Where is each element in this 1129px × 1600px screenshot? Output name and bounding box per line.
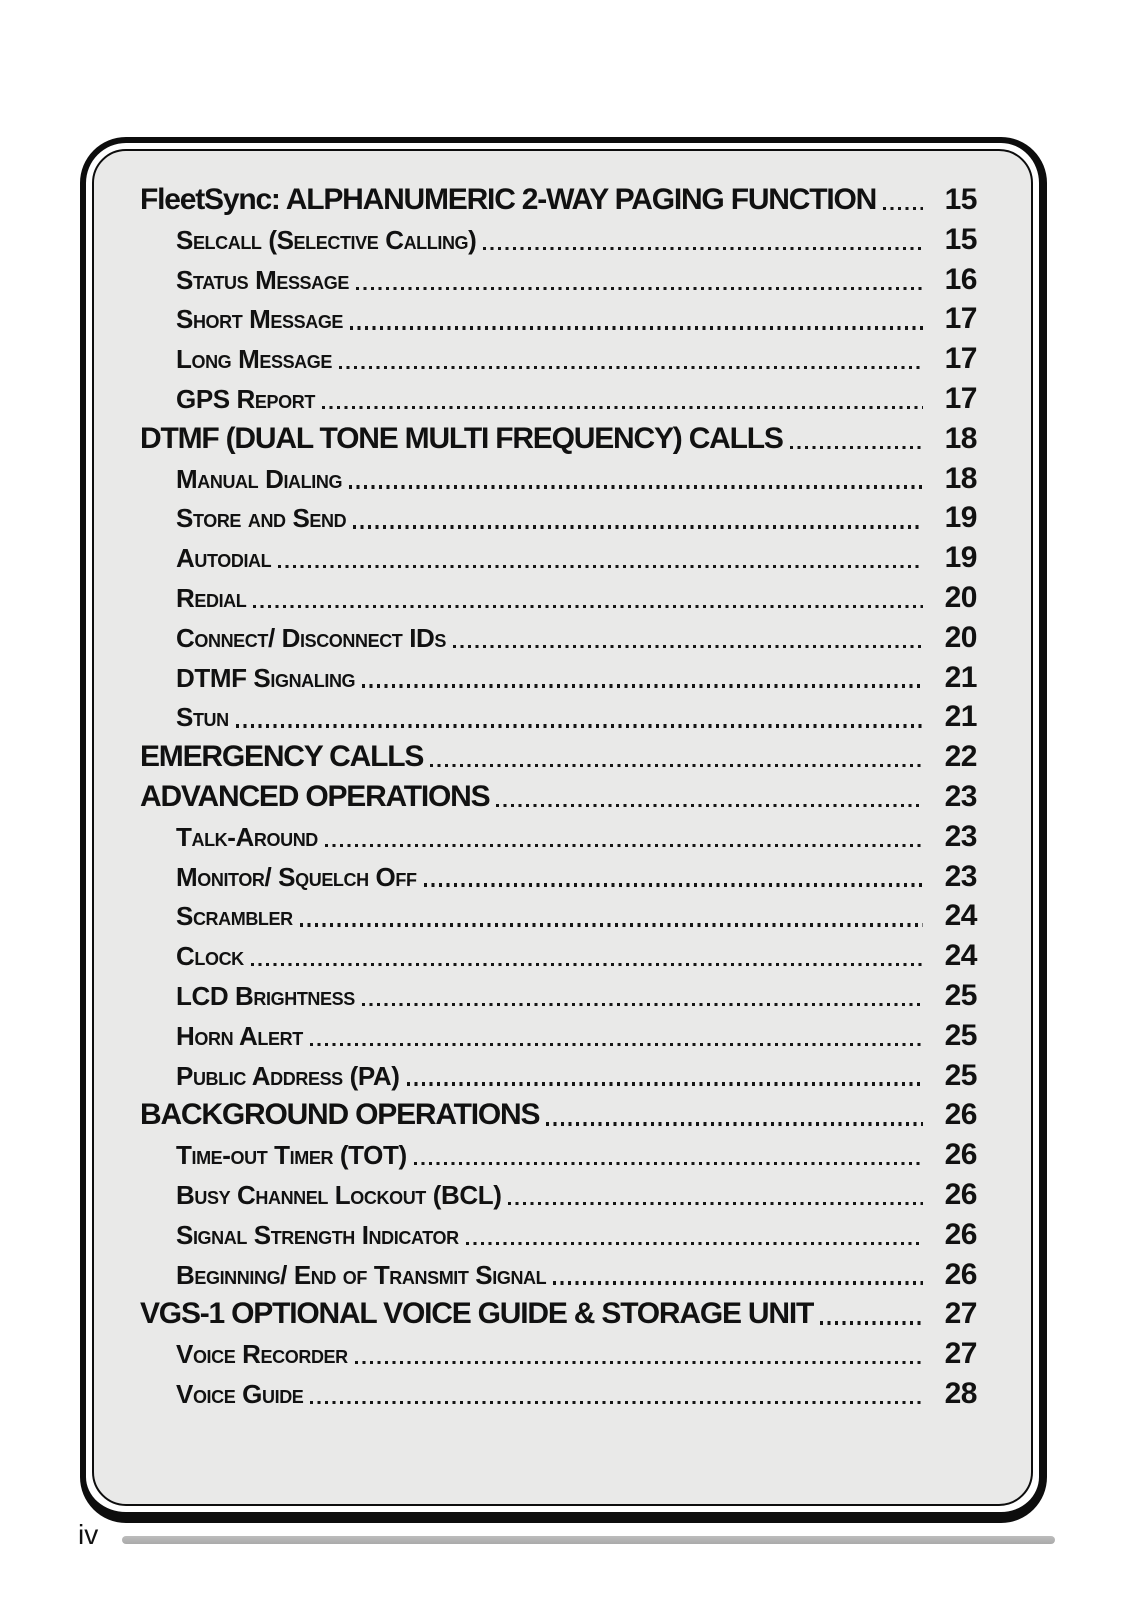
dot-leader xyxy=(424,883,923,886)
toc-entry-label: Redial xyxy=(176,582,247,613)
toc-entry-page: 22 xyxy=(944,740,977,774)
page-number-label: iv xyxy=(78,1519,99,1550)
dot-leader xyxy=(353,525,923,528)
dot-leader xyxy=(339,366,923,369)
toc-entry-label: GPS Report xyxy=(176,383,315,414)
toc-row xyxy=(140,578,977,618)
toc-border-frame xyxy=(80,137,1047,1523)
toc-entry-page: 16 xyxy=(944,262,977,296)
dot-leader xyxy=(253,605,923,608)
toc-row xyxy=(140,498,977,538)
dot-leader xyxy=(310,1043,923,1046)
dot-leader xyxy=(362,684,923,687)
toc-row xyxy=(140,658,977,698)
footer-divider xyxy=(122,1536,1055,1544)
toc-row xyxy=(140,857,977,897)
toc-entry-page: 23 xyxy=(944,859,977,893)
toc-entry-page: 26 xyxy=(944,1257,977,1291)
toc-row xyxy=(140,459,977,499)
toc-row xyxy=(140,737,977,777)
toc-entry-page: 20 xyxy=(944,580,977,614)
toc-entry-label: Store and Send xyxy=(176,503,347,534)
toc-entry-page: 15 xyxy=(944,222,977,256)
toc-entry-page: 17 xyxy=(944,302,977,336)
toc-entry-page: 27 xyxy=(944,1337,977,1371)
toc-entry-label: Autodial xyxy=(176,543,272,574)
toc-entry-page: 19 xyxy=(944,501,977,535)
toc-entry-label: Signal Strength Indicator xyxy=(176,1219,459,1250)
toc-entry-label: Voice Guide xyxy=(176,1378,304,1409)
toc-entry-page: 26 xyxy=(944,1138,977,1172)
toc-entry-label: Voice Recorder xyxy=(176,1339,348,1370)
dot-leader xyxy=(322,406,923,409)
toc-entry-label: LCD Brightness xyxy=(176,980,355,1011)
toc-entry-label: Time-out Timer (TOT) xyxy=(176,1140,407,1171)
toc-entry-page: 20 xyxy=(944,620,977,654)
dot-leader xyxy=(508,1202,923,1205)
dot-leader xyxy=(251,963,923,966)
toc-entry-page: 17 xyxy=(944,342,977,376)
toc-row xyxy=(140,538,977,578)
toc-row xyxy=(140,896,977,936)
toc-panel xyxy=(92,149,1033,1506)
toc-entry-label: Horn Alert xyxy=(176,1020,303,1051)
toc-entry-label: Scrambler xyxy=(176,901,293,932)
dot-leader xyxy=(236,724,923,727)
toc-entry-page: 25 xyxy=(944,1058,977,1092)
toc-row xyxy=(140,220,977,260)
toc-entry-page: 19 xyxy=(944,541,977,575)
toc-entry-page: 21 xyxy=(944,660,977,694)
toc-row xyxy=(140,1334,977,1374)
toc-list xyxy=(140,180,977,1414)
toc-entry-page: 24 xyxy=(944,899,977,933)
toc-entry-label: VGS-1 OPTIONAL VOICE GUIDE & STORAGE UNIT xyxy=(140,1297,814,1331)
toc-entry-page: 24 xyxy=(944,939,977,973)
dot-leader xyxy=(362,1003,923,1006)
toc-entry-page: 18 xyxy=(944,461,977,495)
toc-row xyxy=(140,1294,977,1334)
toc-row xyxy=(140,260,977,300)
dot-leader xyxy=(414,1162,923,1165)
toc-entry-label: FleetSync: ALPHANUMERIC 2-WAY PAGING FUNCTION xyxy=(140,183,877,216)
toc-entry-label: Talk-Around xyxy=(176,821,318,852)
dot-leader xyxy=(430,764,923,767)
toc-entry-page: 23 xyxy=(944,819,977,853)
dot-leader xyxy=(483,247,923,250)
dot-leader xyxy=(407,1082,923,1085)
page-footer xyxy=(0,1519,1129,1569)
toc-row xyxy=(140,339,977,379)
dot-leader xyxy=(496,804,923,807)
toc-entry-page: 27 xyxy=(944,1297,977,1331)
toc-entry-label: Status Message xyxy=(176,264,349,295)
toc-row xyxy=(140,618,977,658)
dot-leader xyxy=(278,565,923,568)
toc-entry-label: Public Address (PA) xyxy=(176,1060,400,1091)
toc-row xyxy=(140,1095,977,1135)
toc-entry-page: 18 xyxy=(944,421,977,455)
dot-leader xyxy=(546,1122,923,1125)
toc-entry-page: 17 xyxy=(944,381,977,415)
dot-leader xyxy=(820,1321,923,1324)
dot-leader xyxy=(466,1242,923,1245)
toc-entry-page: 25 xyxy=(944,1018,977,1052)
toc-row xyxy=(140,1255,977,1295)
toc-entry-label: DTMF (DUAL TONE MULTI FREQUENCY) CALLS xyxy=(140,421,783,455)
toc-row xyxy=(140,419,977,459)
dot-leader xyxy=(356,287,923,290)
dot-leader xyxy=(300,923,923,926)
toc-row xyxy=(140,1056,977,1096)
toc-entry-page: 28 xyxy=(944,1376,977,1410)
toc-row xyxy=(140,1215,977,1255)
toc-row xyxy=(140,1135,977,1175)
toc-entry-label: Long Message xyxy=(176,344,332,375)
dot-leader xyxy=(355,1361,923,1364)
toc-entry-page: 26 xyxy=(944,1217,977,1251)
toc-row xyxy=(140,299,977,339)
dot-leader xyxy=(349,485,923,488)
toc-row xyxy=(140,817,977,857)
dot-leader xyxy=(790,446,923,449)
toc-entry-page: 21 xyxy=(944,700,977,734)
toc-entry-label: ADVANCED OPERATIONS xyxy=(140,779,490,813)
toc-entry-page: 23 xyxy=(944,779,977,813)
toc-entry-page: 26 xyxy=(944,1098,977,1132)
toc-row xyxy=(140,379,977,419)
toc-entry-page: 25 xyxy=(944,978,977,1012)
toc-entry-label: Connect/ Disconnect IDs xyxy=(176,622,447,653)
toc-entry-page: 26 xyxy=(944,1177,977,1211)
toc-row xyxy=(140,936,977,976)
toc-entry-label: Stun xyxy=(176,702,229,733)
toc-entry-label: Beginning/ End of Transmit Signal xyxy=(176,1259,547,1290)
dot-leader xyxy=(453,645,923,648)
toc-row xyxy=(140,697,977,737)
toc-row xyxy=(140,1175,977,1215)
toc-entry-label: BACKGROUND OPERATIONS xyxy=(140,1098,540,1132)
dot-leader xyxy=(310,1401,923,1404)
toc-entry-label: EMERGENCY CALLS xyxy=(140,740,424,774)
toc-entry-page: 15 xyxy=(944,183,977,216)
dot-leader xyxy=(883,207,923,210)
toc-entry-label: Short Message xyxy=(176,304,344,335)
toc-row xyxy=(140,1016,977,1056)
toc-entry-label: Monitor/ Squelch Off xyxy=(176,861,417,892)
toc-entry-label: Selcall (Selective Calling) xyxy=(176,224,477,255)
dot-leader xyxy=(553,1281,923,1284)
toc-row xyxy=(140,180,977,220)
toc-entry-label: DTMF Signaling xyxy=(176,662,356,693)
toc-row xyxy=(140,1374,977,1414)
toc-entry-label: Manual Dialing xyxy=(176,463,343,494)
toc-entry-label: Clock xyxy=(176,941,244,972)
dot-leader xyxy=(350,326,923,329)
toc-row xyxy=(140,777,977,817)
toc-entry-label: Busy Channel Lockout (BCL) xyxy=(176,1179,502,1210)
dot-leader xyxy=(325,844,923,847)
toc-row xyxy=(140,976,977,1016)
